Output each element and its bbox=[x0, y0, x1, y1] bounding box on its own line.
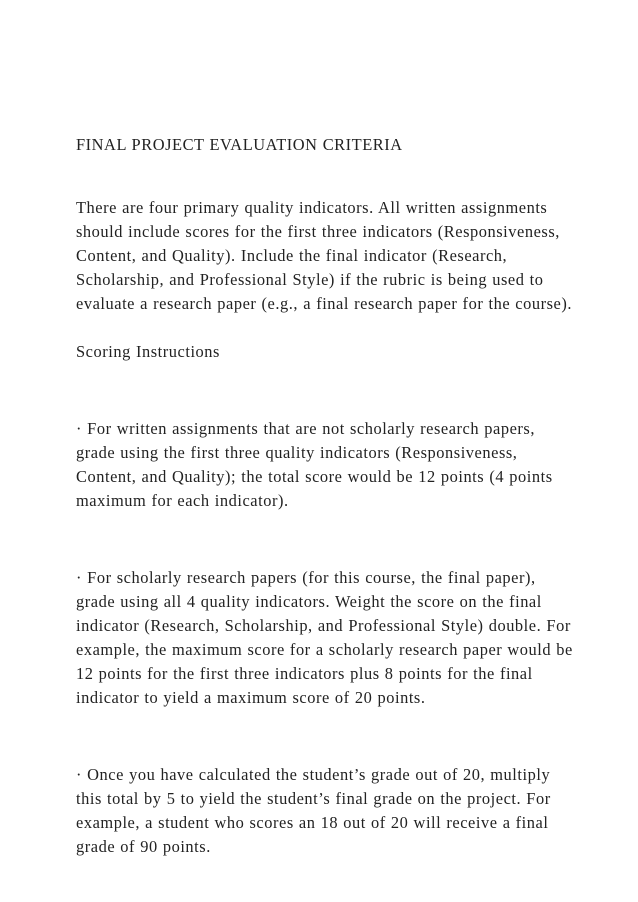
bullet-item-final-grade: · Once you have calculated the student’s grade out of 20, multiply this total by 5 to yield the student’s final grade on the project. For example, a student who scores an 18 out of 20 will receive a final grade of 90 points. bbox=[76, 765, 551, 856]
scoring-instructions-heading: Scoring Instructions bbox=[76, 342, 220, 361]
document-title: FINAL PROJECT EVALUATION CRITERIA bbox=[76, 135, 403, 154]
document-body bbox=[76, 133, 576, 859]
bullet-item-written-assignments: · For written assignments that are not scholarly research papers, grade using the first three quality indicators (Responsiveness, Content, and Quality); the total score would be 12 points (4 points maximum for each indicator). bbox=[76, 419, 553, 510]
intro-paragraph: There are four primary quality indicators. All written assignments should include scores for the first three indicators (Responsiveness, Content, and Quality). Include the final indicator (Research, Scholarship, and Professional Style) if the rubric is being used to evaluate a research paper (e.g., a final research paper for the course). bbox=[76, 198, 573, 313]
bullet-item-research-papers: · For scholarly research papers (for this course, the final paper), grade using all 4 quality indicators. Weight the score on the final indicator (Research, Scholarship, and Professional Style) double. For example, the maximum score for a scholarly research paper would be 12 points for the first three indicators plus 8 points for the final indicator to yield a maximum score of 20 points. bbox=[76, 568, 573, 707]
